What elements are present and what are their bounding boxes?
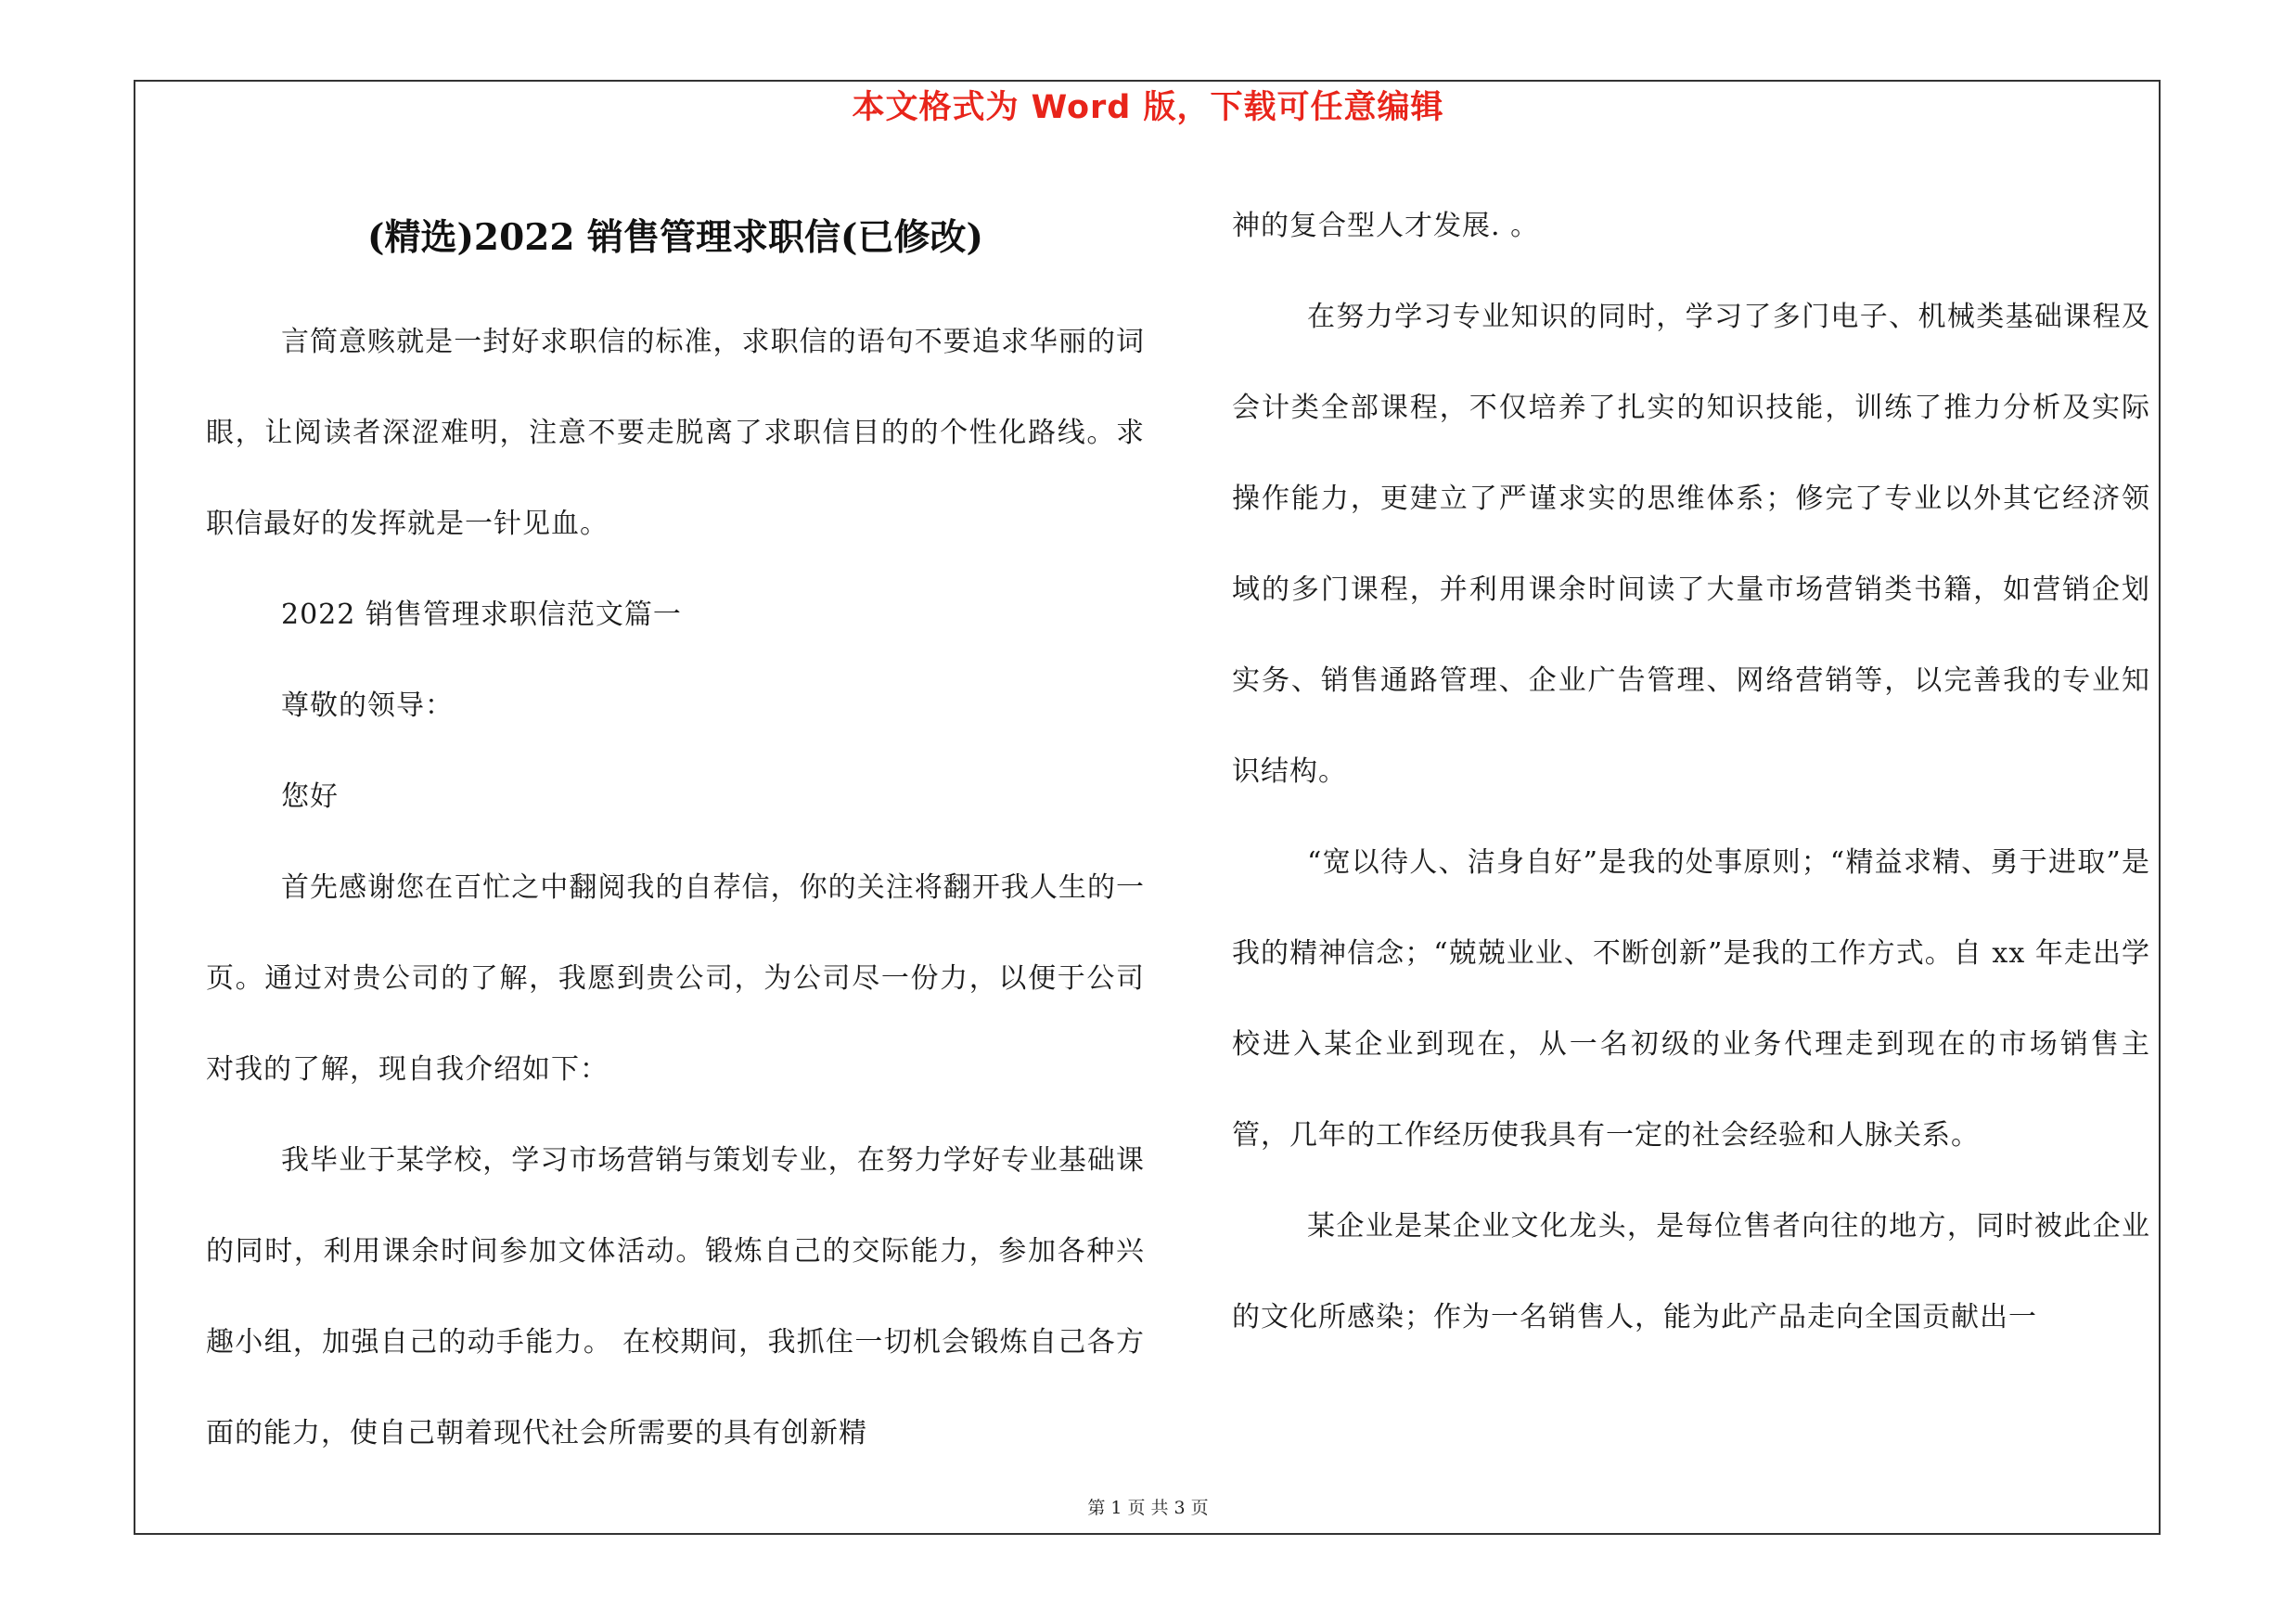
left-column — [206, 297, 1145, 1479]
paragraph: “宽以待人、洁身自好”是我的处事原则；“精益求精、勇于进取”是我的精神信念；“兢兢业业、不断创新”是我的工作方式。自 xx 年走出学校进入某企业到现在，从一名初级的业务代理走到现在的市场销售主管，几年的工作经历使我具有一定的社会经验和人脉关系。 — [1232, 846, 2150, 1152]
greeting: 您好 — [281, 780, 339, 813]
document-title: (精选)2022 销售管理求职信(已修改) — [367, 216, 983, 259]
salutation: 尊敬的领导： — [281, 689, 454, 722]
paragraph: 某企业是某企业文化龙头，是每位售者向往的地方，同时被此企业的文化所感染；作为一名销售人，能为此产品走向全国贡献出一 — [1232, 1210, 2150, 1333]
paragraph: 在努力学习专业知识的同时，学习了多门电子、机械类基础课程及会计类全部课程，不仅培养了扎实的知识技能，训练了推力分析及实际操作能力，更建立了严谨求实的思维体系；修完了专业以外其它经济领域的多门课程，并利用课余时间读了大量市场营销类书籍，如营销企划实务、销售通路管理、企业广告管理、网络营销等，以完善我的专业知识结构。 — [1232, 301, 2150, 788]
right-column — [1232, 181, 2150, 1363]
page-footer: 第 1 页 共 3 页 — [1087, 1498, 1209, 1518]
paragraph: 我毕业于某学校，学习市场营销与策划专业，在努力学好专业基础课的同时，利用课余时间参加文体活动。锻炼自己的交际能力，参加各种兴趣小组，加强自己的动手能力。 在校期间，我抓住一切机会锻炼自己各方面的能力，使自己朝着现代社会所需要的具有创新精 — [206, 1144, 1145, 1449]
paragraph: 言简意赅就是一封好求职信的标准，求职信的语句不要追求华丽的词眼，让阅读者深涩难明，注意不要走脱离了求职信目的的个性化路线。求职信最好的发挥就是一针见血。 — [206, 326, 1145, 540]
paragraph: 2022 销售管理求职信范文篇一 — [281, 599, 682, 631]
paragraph: 首先感谢您在百忙之中翻阅我的自荐信，你的关注将翻开我人生的一页。通过对贵公司的了解，我愿到贵公司，为公司尽一份力，以便于公司对我的了解，现自我介绍如下： — [206, 871, 1145, 1086]
paragraph: 神的复合型人才发展. 。 — [1232, 210, 1540, 242]
format-banner: 本文格式为 Word 版，下载可任意编辑 — [852, 89, 1444, 126]
